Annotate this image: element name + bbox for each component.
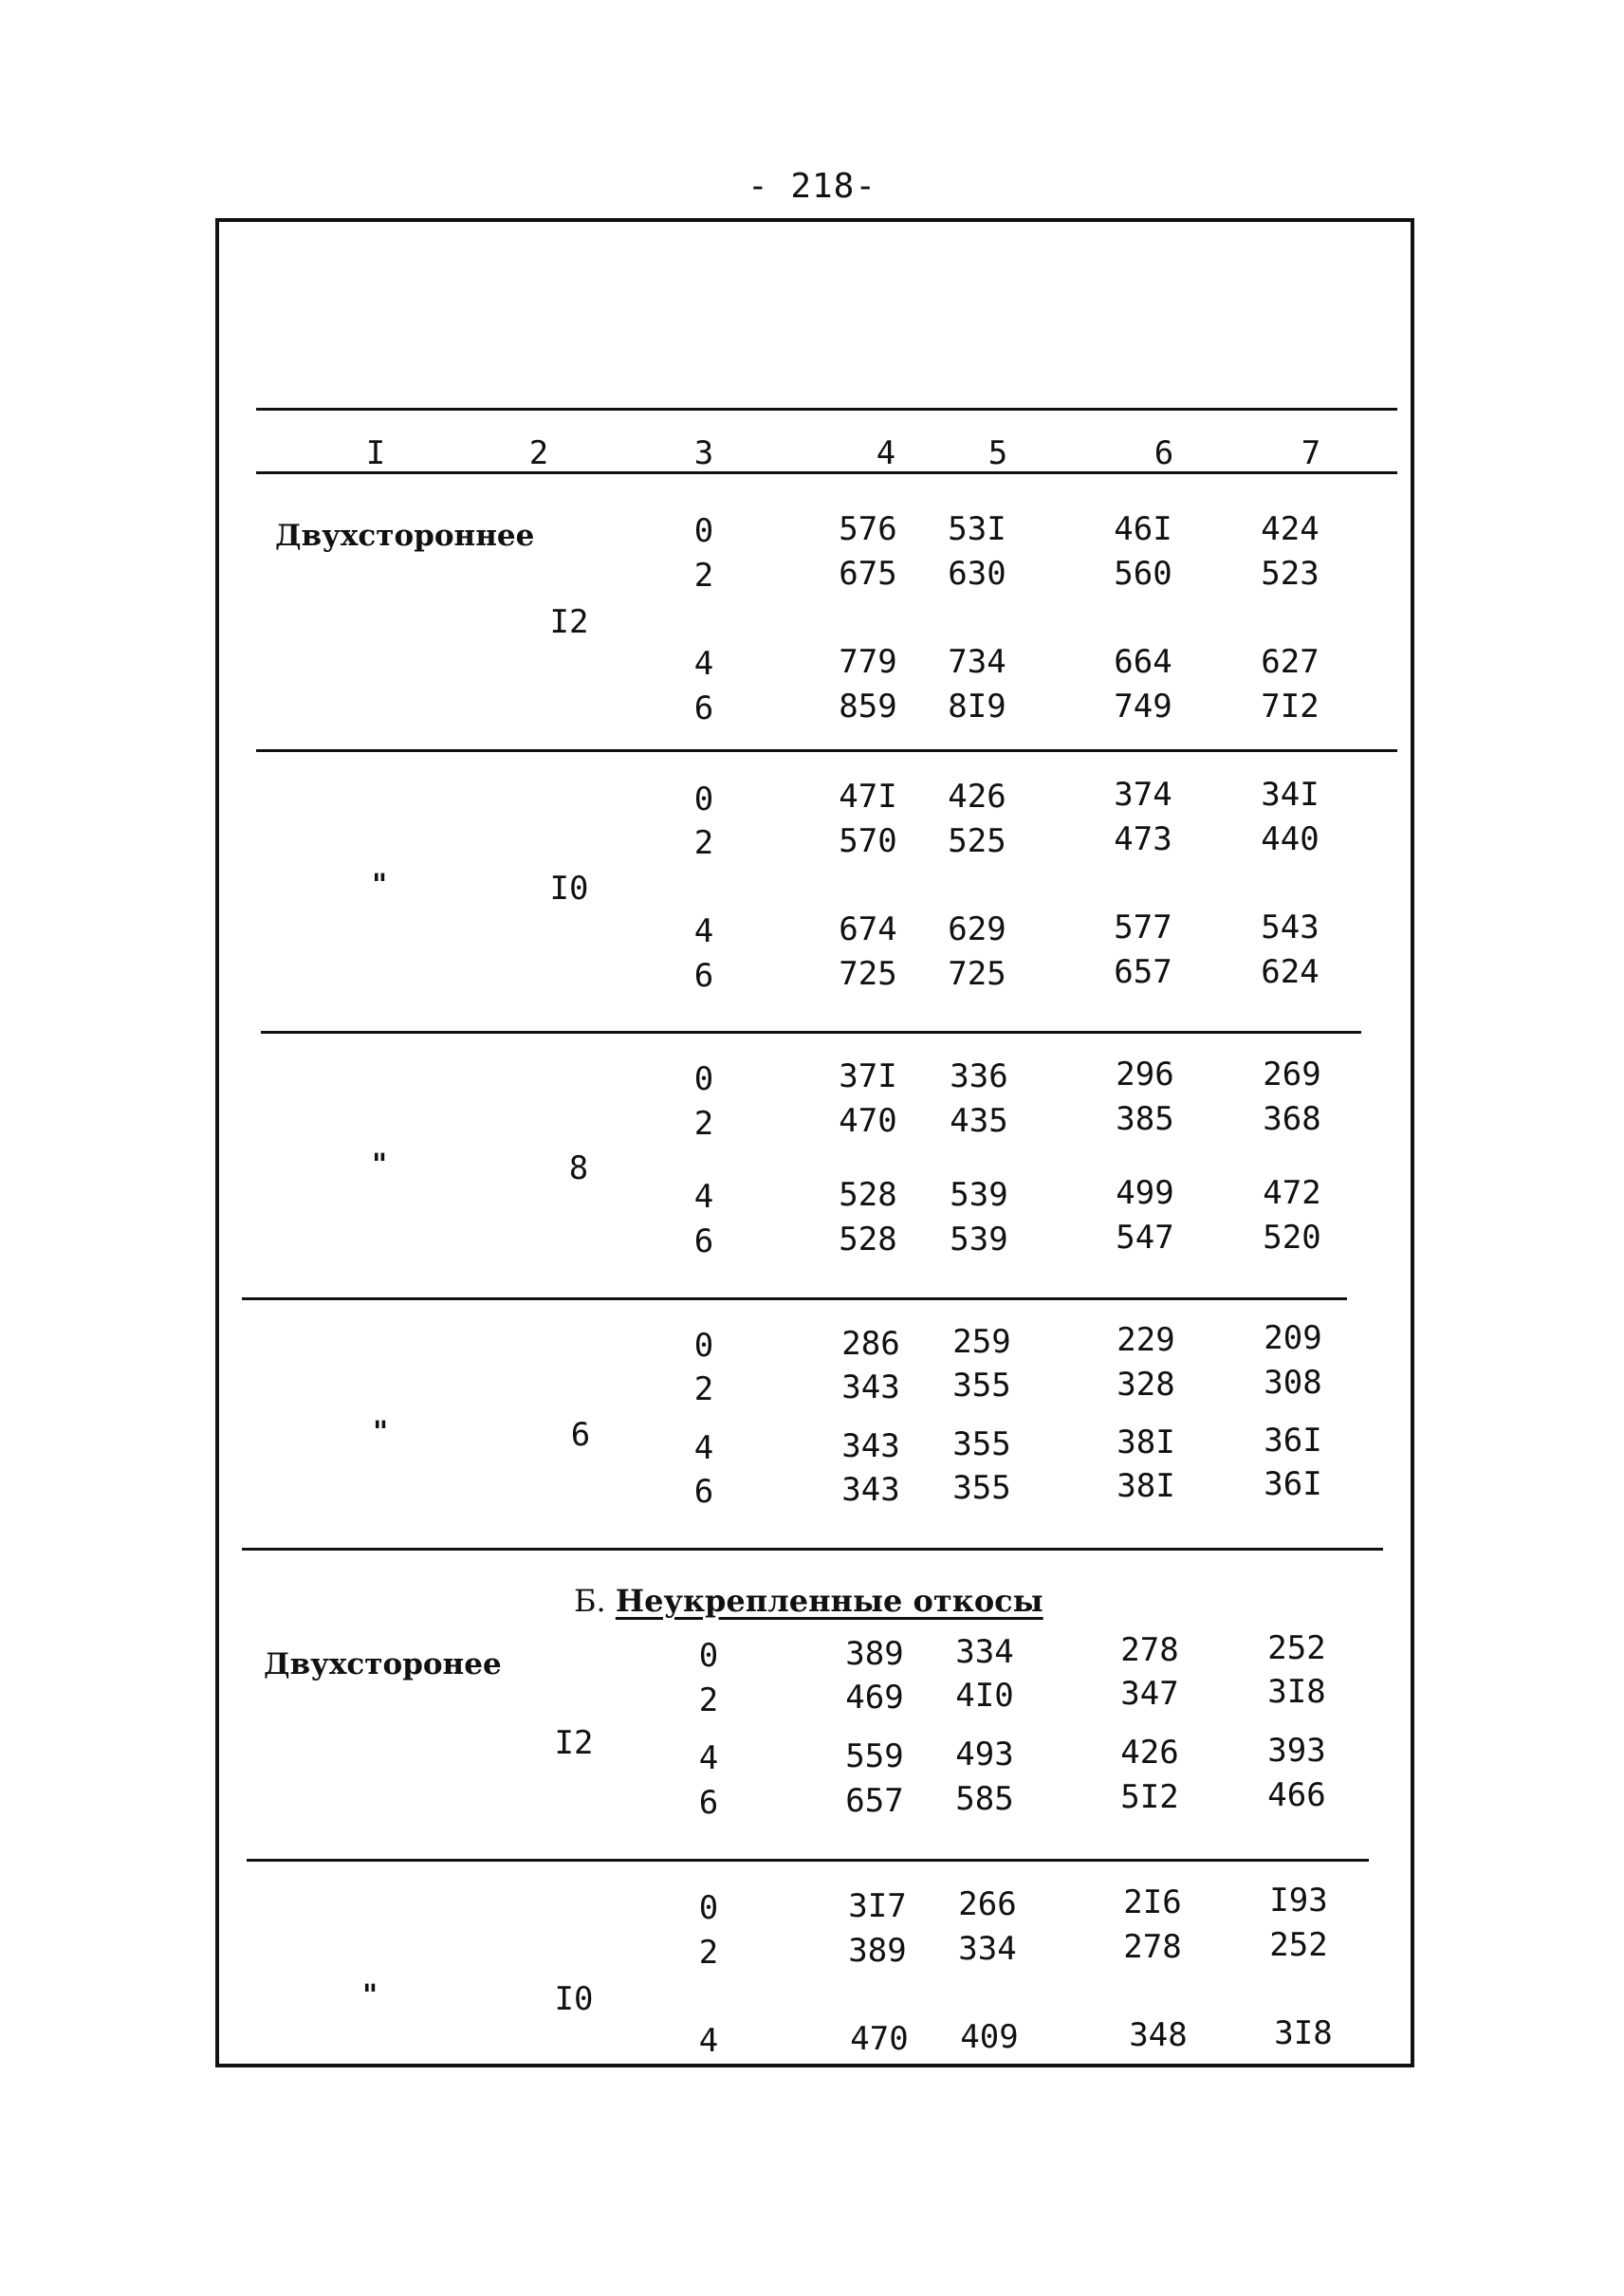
cell: 674 <box>839 910 897 948</box>
cell: 624 <box>1261 953 1320 991</box>
cell: 4I0 <box>955 1677 1014 1715</box>
cell: 343 <box>841 1471 900 1509</box>
cell: 435 <box>950 1102 1008 1140</box>
cell: 385 <box>1116 1100 1174 1138</box>
group-label: " <box>372 1148 388 1182</box>
cell: 296 <box>1116 1056 1174 1093</box>
cell: 859 <box>839 688 897 726</box>
cell: 37I <box>839 1057 897 1095</box>
cell: 4 <box>693 1178 714 1216</box>
cell: 389 <box>845 1635 904 1673</box>
group-label: " <box>362 1978 378 2012</box>
cell: 3I8 <box>1274 2014 1333 2052</box>
group-separator <box>261 1031 1361 1034</box>
group-col2: I2 <box>549 603 589 641</box>
cell: 343 <box>841 1368 900 1406</box>
cell: 627 <box>1261 643 1320 681</box>
cell: 2I6 <box>1123 1883 1182 1921</box>
cell: 2 <box>693 557 714 595</box>
group-separator <box>247 1859 1369 1862</box>
cell: 2 <box>693 1105 714 1143</box>
cell: 3I7 <box>848 1887 907 1925</box>
cell: 547 <box>1116 1219 1174 1257</box>
cell: 38I <box>1116 1467 1175 1505</box>
cell: 336 <box>950 1057 1008 1095</box>
cell: 252 <box>1269 1926 1328 1964</box>
section-b-title <box>574 1582 1043 1620</box>
cell: 466 <box>1267 1776 1326 1814</box>
page-number: - 218- <box>747 167 877 206</box>
cell: 523 <box>1261 555 1320 593</box>
cell: 585 <box>955 1780 1014 1818</box>
cell: 4 <box>698 1739 719 1777</box>
cell: 6 <box>693 1473 714 1511</box>
cell: 4 <box>698 2022 719 2060</box>
cell: 36I <box>1264 1465 1322 1503</box>
cell: 577 <box>1114 909 1172 946</box>
cell: 409 <box>960 2018 1019 2056</box>
group-col2: I2 <box>554 1724 594 1762</box>
cell: 629 <box>948 910 1006 948</box>
group-separator <box>242 1548 1383 1551</box>
cell: 0 <box>693 512 714 550</box>
column-header-2: 2 <box>528 434 549 472</box>
cell: 779 <box>839 643 897 681</box>
cell: 725 <box>839 955 897 993</box>
cell: 229 <box>1116 1321 1175 1359</box>
column-header-4: 4 <box>876 434 896 472</box>
cell: 657 <box>845 1782 904 1820</box>
cell: 308 <box>1264 1364 1322 1402</box>
cell: 539 <box>950 1221 1008 1258</box>
cell: 4 <box>693 912 714 950</box>
cell: 0 <box>698 1637 719 1675</box>
cell: 424 <box>1261 510 1320 548</box>
cell: 426 <box>948 778 1006 816</box>
cell: 0 <box>693 1060 714 1098</box>
cell: 559 <box>845 1737 904 1775</box>
section-b-text: Неукрепленные откосы <box>615 1583 1043 1619</box>
cell: 469 <box>845 1679 904 1717</box>
cell: 6 <box>693 689 714 727</box>
cell: 355 <box>952 1425 1011 1463</box>
column-header-1: I <box>365 434 386 472</box>
cell: 725 <box>948 955 1006 993</box>
cell: 734 <box>948 643 1006 681</box>
cell: 278 <box>1120 1631 1179 1669</box>
cell: 664 <box>1114 643 1172 681</box>
section-b-prefix: Б. <box>574 1583 606 1619</box>
cell: 543 <box>1261 909 1320 946</box>
group-col2: I0 <box>554 1980 594 2018</box>
cell: 6 <box>693 1222 714 1260</box>
cell: 0 <box>693 1327 714 1365</box>
cell: I93 <box>1269 1882 1328 1919</box>
cell: 6 <box>698 1784 719 1822</box>
cell: 38I <box>1116 1424 1175 1461</box>
cell: 328 <box>1116 1366 1175 1404</box>
cell: 347 <box>1120 1675 1179 1713</box>
cell: 46I <box>1114 510 1172 548</box>
cell: 278 <box>1123 1928 1182 1966</box>
group-label: " <box>372 868 388 902</box>
cell: 473 <box>1114 820 1172 858</box>
cell: 47I <box>839 778 897 816</box>
header-top-rule <box>256 408 1397 411</box>
cell: 334 <box>955 1633 1014 1671</box>
cell: 525 <box>948 822 1006 860</box>
group-col2: 6 <box>570 1416 591 1454</box>
header-bottom-rule <box>256 471 1397 474</box>
cell: 286 <box>841 1325 900 1363</box>
cell: 470 <box>839 1102 897 1140</box>
cell: 440 <box>1261 820 1320 858</box>
cell: 209 <box>1264 1319 1322 1357</box>
cell: 269 <box>1263 1056 1321 1093</box>
group-label: " <box>373 1415 389 1449</box>
cell: 0 <box>698 1889 719 1927</box>
cell: 6 <box>693 957 714 995</box>
cell: 657 <box>1114 953 1172 991</box>
cell: 7I2 <box>1261 688 1320 726</box>
cell: 570 <box>839 822 897 860</box>
cell: 0 <box>693 781 714 818</box>
cell: 393 <box>1267 1732 1326 1770</box>
cell: 8I9 <box>948 688 1006 726</box>
cell: 749 <box>1114 688 1172 726</box>
cell: 675 <box>839 555 897 593</box>
cell: 3I8 <box>1267 1673 1326 1711</box>
cell: 2 <box>693 1370 714 1408</box>
group-separator <box>242 1297 1347 1300</box>
cell: 348 <box>1129 2016 1188 2054</box>
cell: 472 <box>1263 1174 1321 1212</box>
group-label: Двухсторонее <box>264 1647 502 1681</box>
cell: 389 <box>848 1932 907 1970</box>
cell: 259 <box>952 1323 1011 1361</box>
cell: 2 <box>693 824 714 862</box>
group-label: Двухстороннее <box>275 519 535 553</box>
cell: 374 <box>1114 776 1172 814</box>
cell: 252 <box>1267 1629 1326 1667</box>
cell: 343 <box>841 1427 900 1465</box>
group-separator <box>256 749 1397 752</box>
cell: 4 <box>693 645 714 683</box>
group-col2: 8 <box>568 1149 589 1187</box>
cell: 355 <box>952 1469 1011 1507</box>
table-frame <box>215 218 1414 2067</box>
cell: 334 <box>958 1930 1017 1968</box>
cell: 368 <box>1263 1100 1321 1138</box>
cell: 4 <box>693 1429 714 1467</box>
column-header-5: 5 <box>987 434 1008 472</box>
cell: 528 <box>839 1176 897 1214</box>
cell: 34I <box>1261 776 1320 814</box>
cell: 2 <box>698 1934 719 1972</box>
cell: 539 <box>950 1176 1008 1214</box>
group-col2: I0 <box>549 870 589 908</box>
column-header-3: 3 <box>693 434 714 472</box>
cell: 630 <box>948 555 1006 593</box>
cell: 560 <box>1114 555 1172 593</box>
column-header-6: 6 <box>1153 434 1174 472</box>
cell: 528 <box>839 1221 897 1258</box>
column-header-7: 7 <box>1301 434 1321 472</box>
cell: 470 <box>850 2020 909 2058</box>
cell: 2 <box>698 1681 719 1719</box>
cell: 426 <box>1120 1734 1179 1772</box>
cell: 36I <box>1264 1422 1322 1460</box>
cell: 576 <box>839 510 897 548</box>
cell: 493 <box>955 1736 1014 1773</box>
cell: 355 <box>952 1367 1011 1405</box>
cell: 266 <box>958 1885 1017 1923</box>
cell: 53I <box>948 510 1006 548</box>
cell: 5I2 <box>1120 1778 1179 1816</box>
cell: 520 <box>1263 1219 1321 1257</box>
cell: 499 <box>1116 1174 1174 1212</box>
